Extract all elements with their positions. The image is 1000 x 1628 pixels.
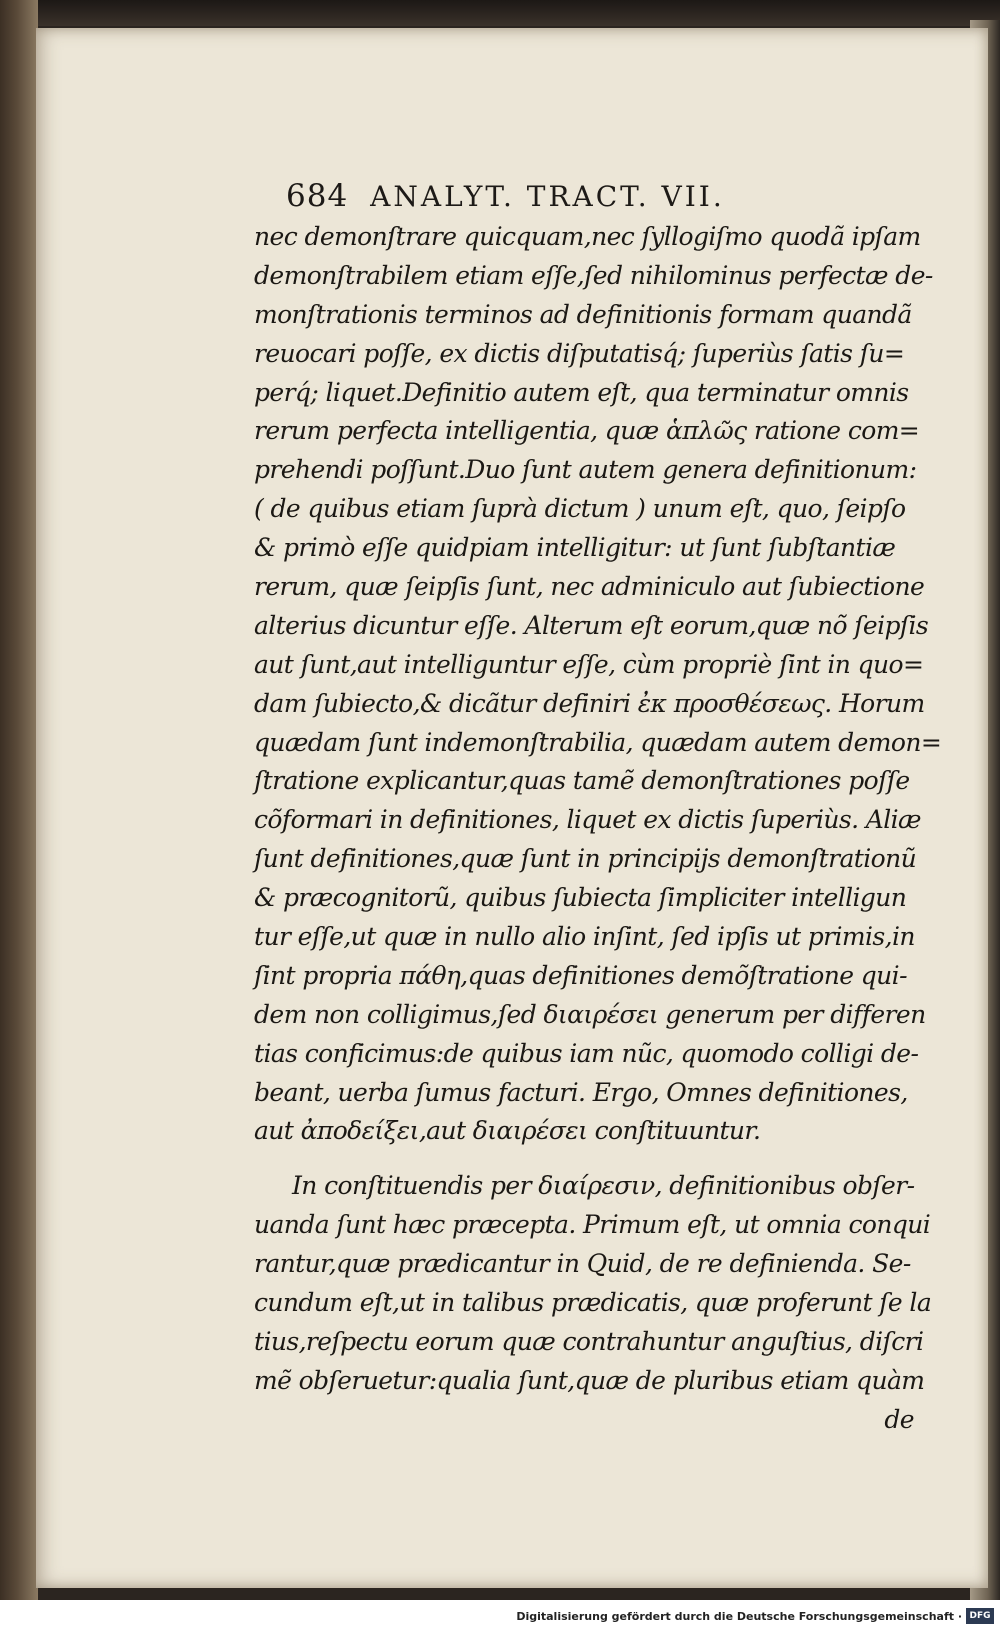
text-line: ſtratione explicantur,quas tamẽ demonſtrationes poſſe (254, 766, 910, 796)
text-line: ( de quibus etiam ſuprà dictum ) unum eſt, quo, ſeipſo (254, 494, 906, 524)
text-line: perq́; liquet.Definitio autem eſt, qua terminatur omnis (254, 377, 909, 407)
text-line: dem non colligimus,ſed διαιρέσει generum per differen (254, 999, 926, 1029)
body-text (254, 218, 954, 1440)
text-line: alterius dicuntur eſſe. Alterum eſt eorum,quæ nõ ſeipſis (254, 610, 929, 640)
footer-bar (0, 1600, 1000, 1628)
text-line: nec demonſtrare quicquam,nec ſyllogiſmo quodã ipſam (254, 222, 921, 251)
book-spine-edge (0, 0, 38, 1600)
paragraph (254, 1167, 954, 1400)
text-line: cundum eſt,ut in talibus prædicatis, quæ proferunt ſe la (254, 1288, 932, 1318)
catchword: de (884, 1404, 914, 1434)
page-number: 684 (286, 178, 349, 214)
text-line: tius,reſpectu eorum quæ contrahuntur anguſtius, diſcri (254, 1326, 924, 1356)
text-line: & primò eſſe quidpiam intelligitur: ut ſunt ſubſtantiæ (254, 533, 896, 563)
text-line: aut ἀποδείξει,aut διαιρέσει conſtituuntur. (254, 1116, 761, 1146)
funding-credit: Digitalisierung gefördert durch die Deutsche Forschungsgemeinschaft · (516, 1610, 962, 1623)
text-line: reuocari poſſe, ex dictis diſputatisq́; ſuperiùs ſatis ſu= (254, 338, 905, 368)
text-line: aut ſunt,aut intelliguntur eſſe, cùm propriè ſint in quo= (254, 649, 924, 679)
book-page (36, 28, 988, 1588)
page-header (286, 178, 906, 214)
text-line: In conſtituendis per διαίρεσιν, definitionibus obſer- (292, 1171, 915, 1201)
text-line: ſunt definitiones,quæ ſunt in principijs demonſtrationũ (254, 844, 917, 874)
text-line: uanda ſunt hæc præcepta. Primum eſt, ut omnia conqui (254, 1210, 931, 1240)
text-line: rantur,quæ prædicantur in Quid, de re definienda. Se- (254, 1249, 911, 1279)
text-line: monſtrationis terminos ad definitionis formam quandã (254, 299, 912, 329)
dfg-logo: DFG (966, 1608, 994, 1624)
paragraph (254, 218, 954, 1151)
text-line: tias conficimus:de quibus iam nũc, quomodo colligi de- (254, 1038, 919, 1068)
text-line: rerum, quæ ſeipſis ſunt, nec adminiculo aut ſubiectione (254, 572, 925, 602)
text-line: demonſtrabilem etiam eſſe,ſed nihilominus perfectæ de- (254, 260, 933, 290)
text-line: ſint propria πάθη,quas definitiones demõſtratione qui- (254, 960, 907, 990)
text-line: beant, uerba ſumus facturi. Ergo, Omnes definitiones, (254, 1077, 908, 1107)
text-line: & præcognitorũ, quibus ſubiecta ſimpliciter intelligun (254, 883, 907, 913)
text-line: mẽ obſeruetur:qualia ſunt,quæ de pluribus etiam quàm (254, 1365, 925, 1395)
text-line: prehendi poſſunt.Duo ſunt autem genera definitionum: (254, 455, 917, 485)
text-line: dam ſubiecto,& dicãtur definiri ἐκ προσθέσεως. Horum (254, 688, 925, 718)
book-top-edge (0, 0, 1000, 26)
text-line: rerum perfecta intelligentia, quæ ἁπλῶς ratione com= (254, 416, 920, 446)
text-line: quædam ſunt indemonſtrabilia, quædam autem demon= (254, 727, 942, 757)
text-line: tur eſſe,ut quæ in nullo alio inſint, ſed ipſis ut primis,in (254, 922, 915, 952)
running-title: ANALYT. TRACT. VII. (370, 180, 725, 213)
text-line: cõformari in definitiones, liquet ex dictis ſuperiùs. Aliæ (254, 805, 921, 835)
